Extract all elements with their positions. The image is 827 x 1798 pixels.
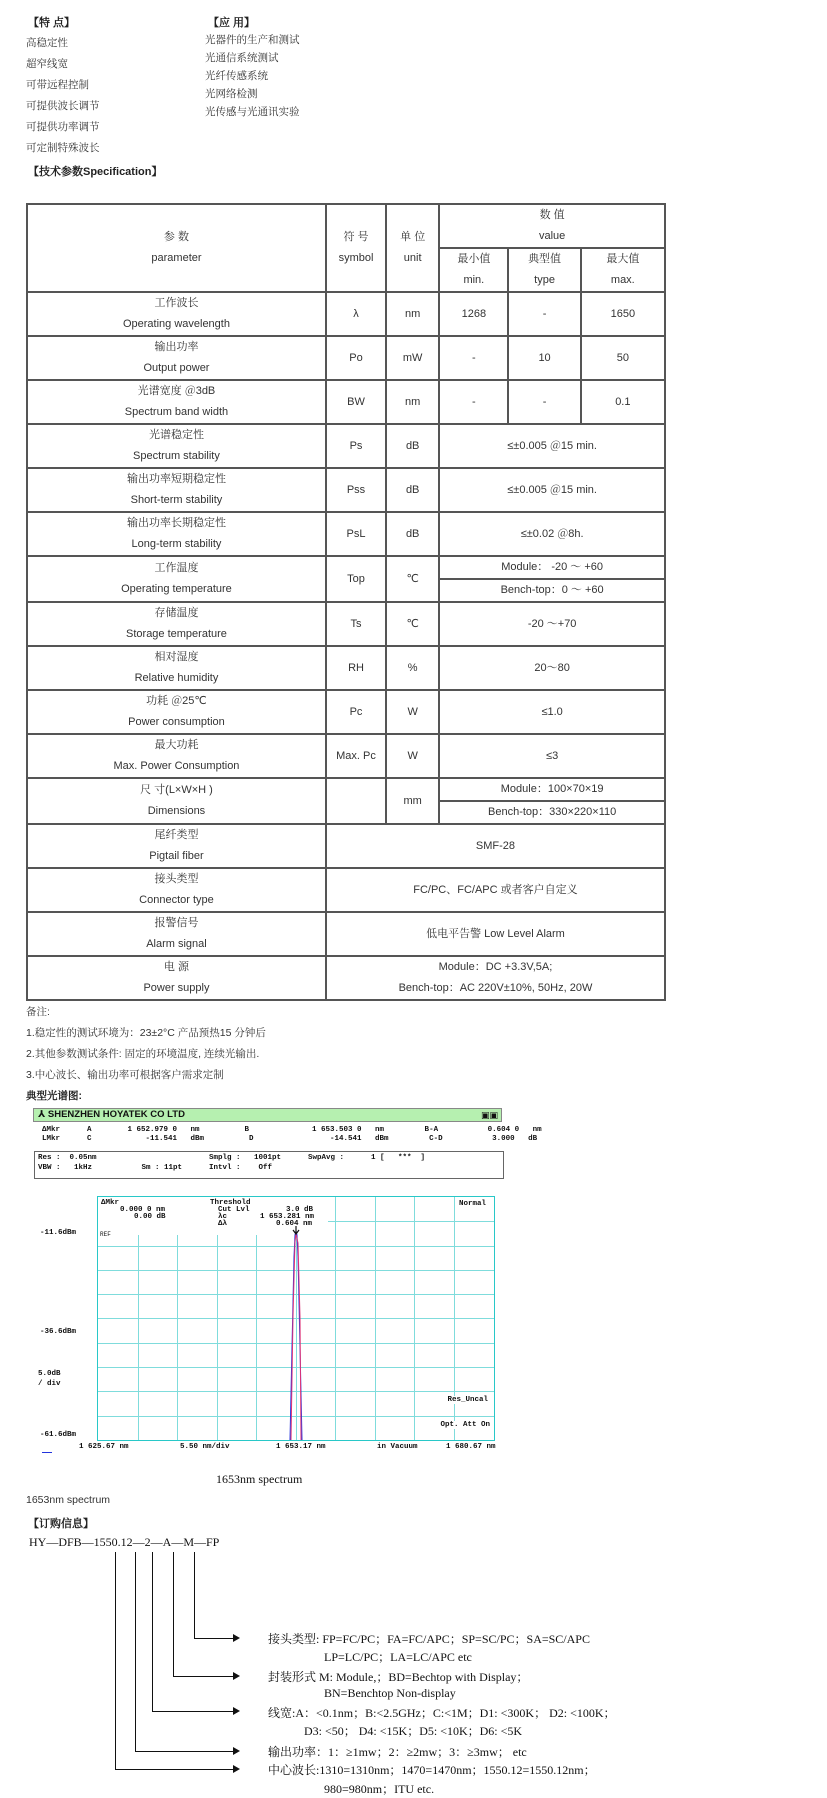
osa-settings-row2: VBW : 1kHz Sm : 11pt Intvl : Off xyxy=(38,1164,273,1172)
y-label-div1: 5.0dB xyxy=(38,1370,61,1378)
order-wavelength-2: 980=980nm；ITU etc. xyxy=(324,1782,435,1796)
osa-settings-row1: Res : 0.05nm Smplg : 1001pt SwpAvg : 1 [ *** ] xyxy=(38,1154,426,1162)
table-row: 尾纤类型 Pigtail fiber SMF-28 xyxy=(27,824,665,868)
arrow-icon xyxy=(233,1747,240,1755)
symbol-header: 符 号 symbol xyxy=(326,204,386,292)
y-label-bottom: -61.6dBm xyxy=(40,1431,77,1439)
order-heading: 【订购信息】 xyxy=(28,1518,94,1530)
value-header: 数 值 value xyxy=(439,204,665,248)
x-label-right: 1 680.67 nm xyxy=(446,1443,496,1451)
osa-plot-grid: ΔMkr 0.000 0 nm 0.00 dB Threshold Cut Lvl 3.0 dB λc 1 653.281 nm Δλ 0.604 nm REF Normal Res_Uncal Opt. Att On xyxy=(97,1196,495,1441)
order-wavelength: 中心波长:1310=1310nm；1470=1470nm；1550.12=1550.12nm； xyxy=(268,1763,596,1777)
table-row: 功耗 ＠25℃ Power consumption Pc W ≤1.0 xyxy=(27,690,665,734)
x-label-left: 1 625.67 nm xyxy=(79,1443,129,1451)
window-buttons-icon: ▣▣ xyxy=(480,1110,498,1120)
order-connector: 接头类型: FP=FC/PC；FA=FC/APC；SP=SC/PC；SA=SC/APC xyxy=(268,1632,590,1646)
application-item: 光传感与光通讯实验 xyxy=(205,106,300,118)
typ-header: 典型值 type xyxy=(508,248,580,292)
note-item: 2.其他参数测试条件: 固定的环境温度, 连续光输出. xyxy=(26,1048,260,1060)
application-item: 光纤传感系统 xyxy=(205,70,268,82)
features-heading: 【特 点】 xyxy=(28,17,76,29)
param-header: 参 数 parameter xyxy=(27,204,326,292)
arrow-icon xyxy=(233,1672,240,1680)
y-label-div2: / div xyxy=(38,1380,61,1388)
order-power: 输出功率：1：≥1mw；2：≥2mw；3：≥3mw； etc xyxy=(268,1745,527,1759)
ordering-diagram xyxy=(26,1532,630,1782)
arrow-icon xyxy=(233,1707,240,1715)
table-row: Bench-top：330×220×110 xyxy=(27,801,665,824)
order-linewidth-2: D3: <50； D4: <15K；D5: <10K；D6: <5K xyxy=(304,1724,523,1738)
spec-table xyxy=(26,203,666,1001)
table-header-row xyxy=(27,204,665,248)
note-item: 1.稳定性的测试环境为：23±2°C 产品预热15 分钟后 xyxy=(26,1027,266,1039)
table-row: Bench-top：0 ～ +60 xyxy=(27,579,665,602)
unit-header: 单 位 unit xyxy=(386,204,439,292)
x-label-div: 5.50 nm/div xyxy=(180,1443,230,1451)
feature-item: 高稳定性 xyxy=(26,37,68,49)
spec-heading: 【技术参数Specification】 xyxy=(28,166,163,178)
table-row: 光谱稳定性 Spectrum stability Ps dB ≤±0.005 ＠15 min. xyxy=(27,424,665,468)
x-label-mode: in Vacuum xyxy=(377,1443,418,1451)
order-package: 封装形式 M: Module,；BD=Bechtop with Display； xyxy=(268,1670,529,1684)
arrow-icon xyxy=(233,1765,240,1773)
spectrum-heading: 典型光谱图: xyxy=(26,1090,82,1102)
table-row: 相对湿度 Relative humidity RH % 20～80 xyxy=(27,646,665,690)
osa-marker-row2: LMkr C -11.541 dBm D -14.541 dBm C-D 3.000 dB xyxy=(42,1135,538,1143)
table-row: 电 源 Power supply Module：DC +3.3V,5A; Bench-top：AC 220V±10%, 50Hz, 20W xyxy=(27,956,665,1000)
trace-legend-icon xyxy=(42,1452,52,1453)
order-connector-2: LP=LC/PC；LA=LC/APC etc xyxy=(324,1650,472,1664)
note-item: 3.中心波长、输出功率可根据客户需求定制 xyxy=(26,1069,224,1081)
spectrum-trace xyxy=(98,1197,494,1440)
y-label-mid: -36.6dBm xyxy=(40,1328,77,1336)
notes-title: 备注: xyxy=(26,1006,50,1018)
osa-caption: 1653nm spectrum xyxy=(216,1472,303,1486)
osa-titlebar: ⅄ SHENZHEN HOYATEK CO LTD ▣▣ xyxy=(33,1108,502,1122)
table-row: 输出功率 Output power Po mW - 10 50 xyxy=(27,336,665,380)
application-item: 光通信系统测试 xyxy=(205,52,279,64)
feature-item: 可提供功率调节 xyxy=(26,121,100,133)
table-row: 输出功率长期稳定性 Long-term stability PsL dB ≤±0.02 ＠8h. xyxy=(27,512,665,556)
table-row: 报警信号 Alarm signal 低电平告警 Low Level Alarm xyxy=(27,912,665,956)
table-row: 输出功率短期稳定性 Short-term stability Pss dB ≤±0.005 ＠15 min. xyxy=(27,468,665,512)
table-row: 尺 寸(L×W×H ) Dimensions mm Module：100×70×19 xyxy=(27,778,665,801)
osa-logo-icon: ⅄ xyxy=(38,1109,48,1120)
application-item: 光网络检测 xyxy=(205,88,258,100)
arrow-icon xyxy=(233,1634,240,1642)
spectrum-caption: 1653nm spectrum xyxy=(26,1494,111,1506)
x-label-center: 1 653.17 nm xyxy=(276,1443,326,1451)
table-row: 最大功耗 Max. Power Consumption Max. Pc W ≤3 xyxy=(27,734,665,778)
feature-item: 可定制特殊波长 xyxy=(26,142,100,154)
table-row: 工作波长 Operating wavelength λ nm 1268 - 1650 xyxy=(27,292,665,336)
order-package-2: BN=Benchtop Non-display xyxy=(324,1686,456,1700)
y-label-top: -11.6dBm xyxy=(40,1229,77,1237)
order-linewidth: 线宽:A：<0.1nm；B:<2.5GHz；C:<1M；D1: <300K； D2: <100K； xyxy=(268,1706,616,1720)
application-item: 光器件的生产和测试 xyxy=(205,34,300,46)
osa-marker-row1: ΔMkr A 1 652.979 0 nm B 1 653.503 0 nm B-A 0.604 0 nm xyxy=(42,1126,542,1134)
order-code: HY—DFB—1550.12—2—A—M—FP xyxy=(29,1535,220,1549)
table-row: 接头类型 Connector type FC/PC、FC/APC 或者客户自定义 xyxy=(27,868,665,912)
table-row: 存储温度 Storage temperature Ts ℃ -20 ～+70 xyxy=(27,602,665,646)
spectrum-image xyxy=(26,1106,542,1491)
min-header: 最小值 min. xyxy=(439,248,508,292)
table-row: 工作温度 Operating temperature Top ℃ Module： -20 ～ +60 xyxy=(27,556,665,579)
table-row: 光谱宽度 ＠3dB Spectrum band width BW nm - - 0.1 xyxy=(27,380,665,424)
feature-item: 超窄线宽 xyxy=(26,58,68,70)
feature-item: 可提供波长调节 xyxy=(26,100,100,112)
applications-heading: 【应 用】 xyxy=(208,17,256,29)
feature-item: 可带远程控制 xyxy=(26,79,89,91)
max-header: 最大值 max. xyxy=(581,248,665,292)
